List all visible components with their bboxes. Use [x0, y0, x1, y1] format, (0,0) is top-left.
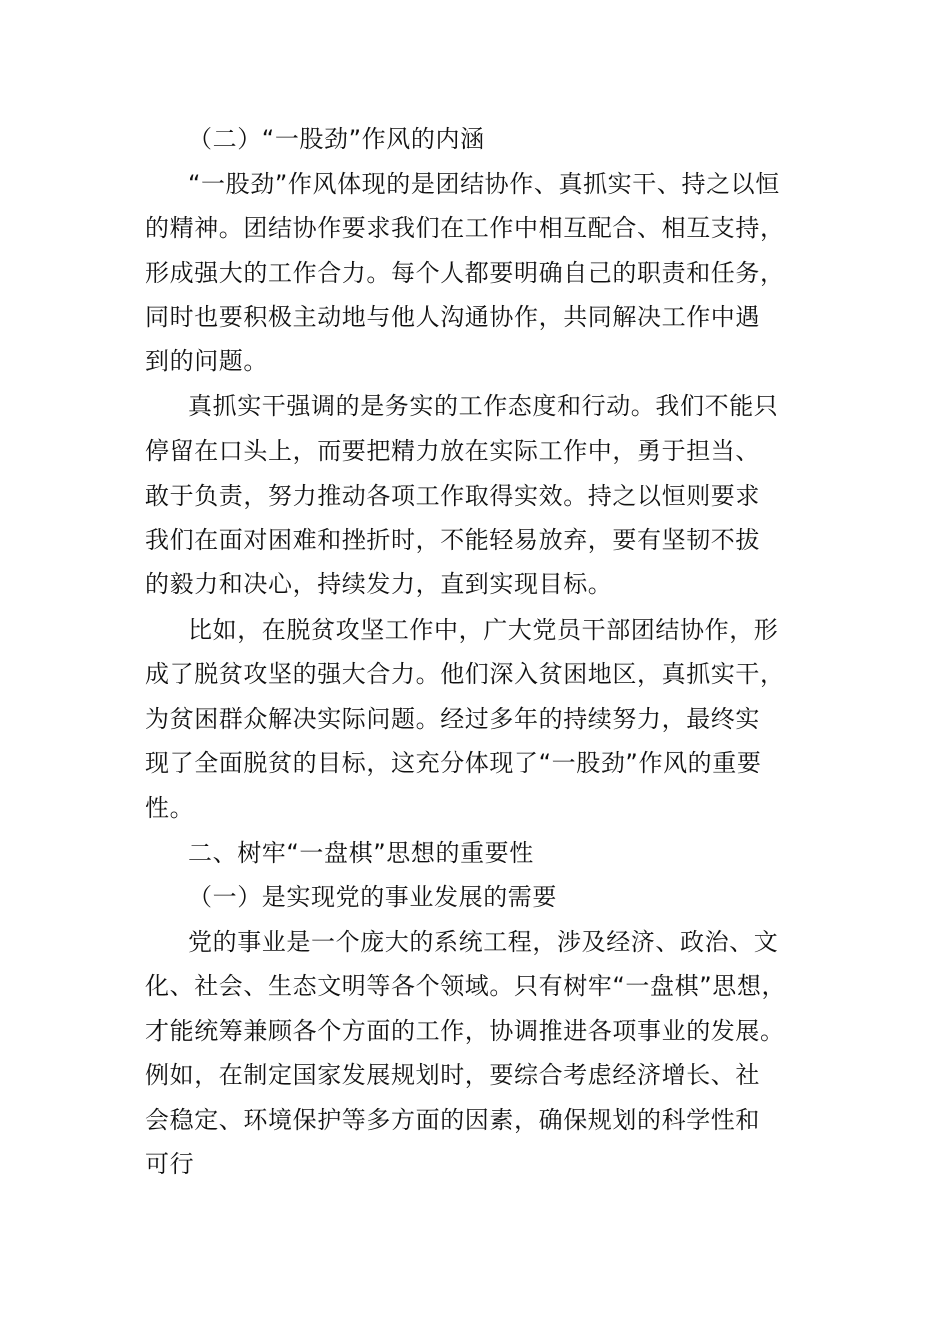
paragraph-line: 的精神。团结协作要求我们在工作中相互配合、相互支持， [145, 214, 785, 242]
paragraph-line: 真抓实干强调的是务实的工作态度和行动。我们不能只 [188, 392, 779, 420]
paragraph-line: 才能统筹兼顾各个方面的工作，协调推进各项事业的发展。 [145, 1017, 785, 1045]
paragraph-line: 例如，在制定国家发展规划时，要综合考虑经济增长、社 [145, 1061, 760, 1089]
paragraph-line: 敢于负责，努力推动各项工作取得实效。持之以恒则要求 [145, 482, 760, 510]
paragraph-line: 到的问题。 [145, 347, 268, 375]
paragraph-line: 可行 [145, 1150, 195, 1178]
paragraph-line: 现了全面脱贫的目标，这充分体现了“一股劲”作风的重要 [145, 749, 762, 777]
paragraph-line: 同时也要积极主动地与他人沟通协作，共同解决工作中遇 [145, 303, 760, 331]
subheading-party-development: （一）是实现党的事业发展的需要 [188, 883, 557, 911]
paragraph-line: 性。 [145, 794, 195, 822]
paragraph-line: 比如，在脱贫攻坚工作中，广大党员干部团结协作，形 [188, 616, 779, 644]
paragraph-line: “一股劲”作风体现的是团结协作、真抓实干、持之以恒 [188, 170, 780, 198]
paragraph-line: 化、社会、生态文明等各个领域。只有树牢“一盘棋”思想， [145, 972, 787, 1000]
paragraph-line: 停留在口头上，而要把精力放在实际工作中，勇于担当、 [145, 437, 760, 465]
paragraph-line: 形成强大的工作合力。每个人都要明确自己的职责和任务， [145, 259, 785, 287]
paragraph-line: 的毅力和决心，持续发力，直到实现目标。 [145, 570, 613, 598]
subheading-yigujin-meaning: （二）“一股劲”作风的内涵 [188, 125, 485, 153]
paragraph-line: 党的事业是一个庞大的系统工程，涉及经济、政治、文 [188, 928, 779, 956]
paragraph-line: 为贫困群众解决实际问题。经过多年的持续努力，最终实 [145, 705, 760, 733]
paragraph-line: 我们在面对困难和挫折时，不能轻易放弃，要有坚韧不拔 [145, 526, 760, 554]
paragraph-line: 成了脱贫攻坚的强大合力。他们深入贫困地区，真抓实干， [145, 660, 785, 688]
section-heading-yipanqi: 二、树牢“一盘棋”思想的重要性 [188, 839, 534, 867]
paragraph-line: 会稳定、环境保护等多方面的因素，确保规划的科学性和 [145, 1106, 760, 1134]
